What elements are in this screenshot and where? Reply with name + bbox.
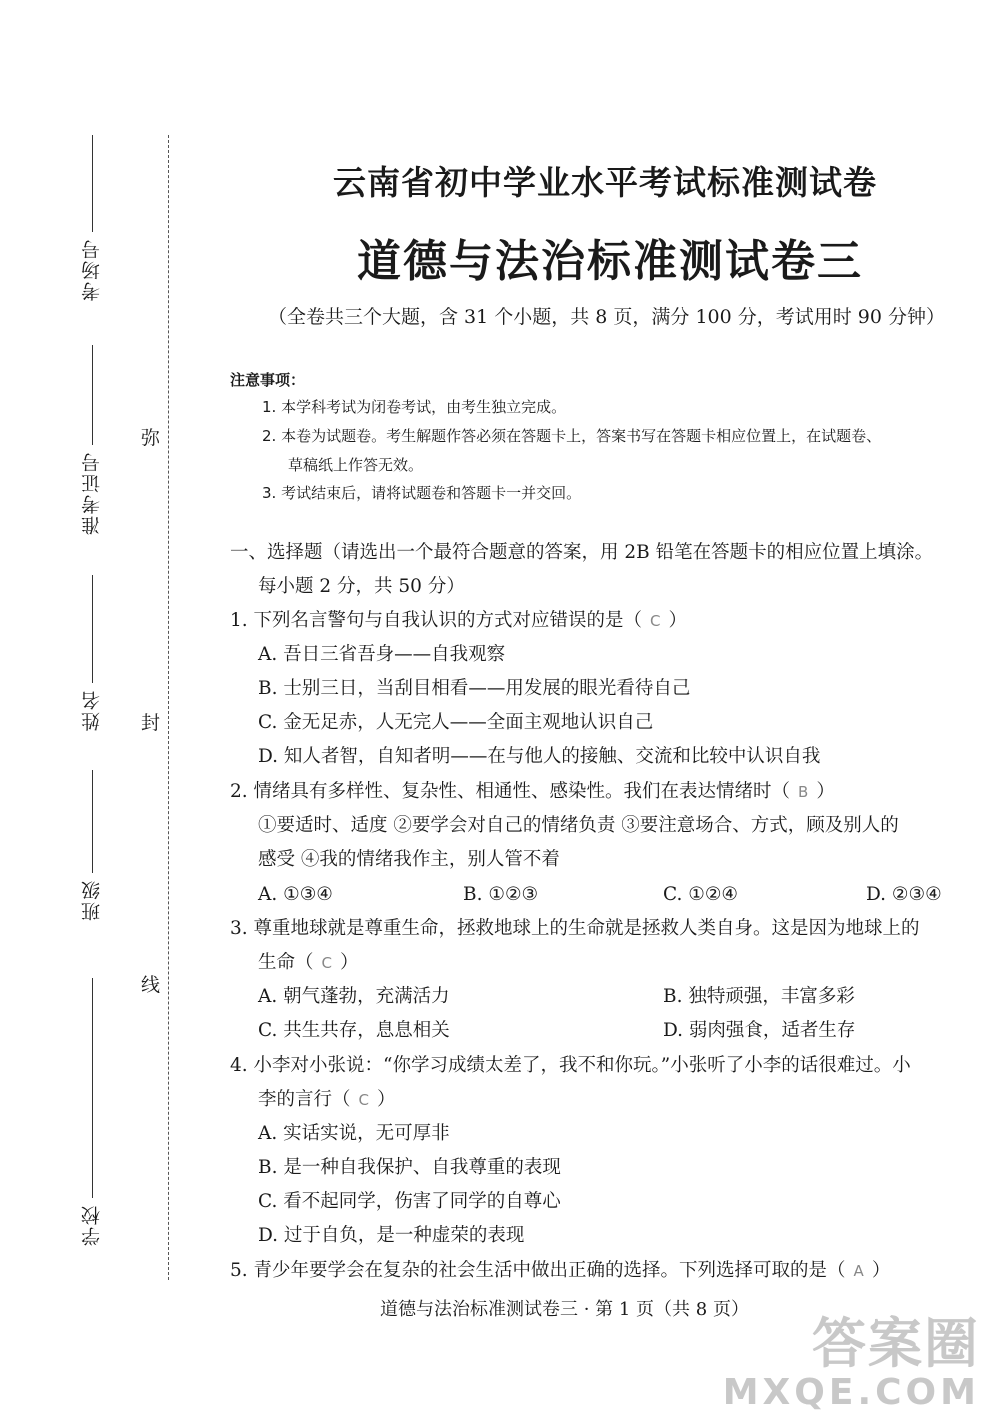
section-heading: 一、选择题（请选出一个最符合题意的答案，用 2B 铅笔在答题卡的相应位置上填涂。 bbox=[230, 542, 934, 563]
q4-option-b: B. 是一种自我保护、自我尊重的表现 bbox=[258, 1157, 561, 1178]
q3-option-c: C. 共生共存，息息相关 bbox=[258, 1020, 450, 1041]
watermark-logo bbox=[722, 1312, 980, 1413]
question-1-stem: 1. 下列名言警句与自我认识的方式对应错误的是（ bbox=[230, 610, 643, 631]
class-field bbox=[78, 770, 106, 921]
question-3-line2: 生命（ C ） bbox=[258, 952, 359, 973]
q4-option-c: C. 看不起同学，伤害了同学的自尊心 bbox=[258, 1191, 561, 1212]
q1-option-b: B. 士别三日，当刮目相看——用发展的眼光看待自己 bbox=[258, 678, 691, 699]
notice-item-2-cont: 草稿纸上作答无效。 bbox=[288, 456, 424, 474]
notice-item-1: 1. 本学科考试为闭卷考试，由考生独立完成。 bbox=[262, 398, 567, 416]
question-2-line2: ①要适时、适度 ②要学会对自己的情绪负责 ③要注意场合、方式，顾及别人的 bbox=[258, 815, 899, 836]
admission-number-blank bbox=[92, 345, 93, 445]
watermark-cn: 答案圈 bbox=[812, 1312, 980, 1375]
q1-option-c: C. 金无足赤，人无完人——全面主观地认识自己 bbox=[258, 712, 654, 733]
q2-option-c: C. ①②④ bbox=[663, 884, 739, 905]
notice-item-3: 3. 考试结束后，请将试题卷和答题卡一并交回。 bbox=[262, 484, 582, 502]
question-2-stem: 2. 情绪具有多样性、复杂性、相通性、感染性。我们在表达情绪时（ bbox=[230, 781, 791, 802]
question-4-answer: C bbox=[358, 1091, 369, 1109]
watermark-en: MXQE.COM bbox=[722, 1372, 980, 1413]
question-4-stem: 4. 小李对小张说：“你学习成绩太差了，我不和你玩。”小张听了小李的话很难过。小 bbox=[230, 1055, 911, 1076]
question-5-stem: 5. 青少年要学会在复杂的社会生活中做出正确的选择。下列选择可取的是（ bbox=[230, 1260, 846, 1281]
question-3-answer: C bbox=[321, 954, 332, 972]
seal-word-mi: 弥 bbox=[141, 427, 161, 449]
admission-number-label: 准考证号 bbox=[81, 451, 103, 535]
q4-option-d: D. 过于自负，是一种虚荣的表现 bbox=[258, 1225, 525, 1246]
class-label: 班级 bbox=[81, 879, 103, 921]
exam-title: 道德与法治标准测试卷三 bbox=[357, 236, 863, 287]
q4-option-a: A. 实话实说，无可厚非 bbox=[258, 1123, 450, 1144]
question-3-stem: 3. 尊重地球就是尊重生命，拯救地球上的生命就是拯救人类自身。这是因为地球上的 bbox=[230, 918, 920, 939]
question-2-answer: B bbox=[798, 783, 809, 801]
exam-series-title: 云南省初中学业水平考试标准测试卷 bbox=[333, 163, 877, 202]
q3-option-b: B. 独特顽强，丰富多彩 bbox=[663, 986, 855, 1007]
q2-option-a: A. ①③④ bbox=[258, 884, 333, 905]
question-2-line3: 感受 ④我的情绪我作主，别人管不着 bbox=[258, 849, 560, 870]
q2-option-d: D. ②③④ bbox=[866, 884, 942, 905]
section-heading-cont: 每小题 2 分，共 50 分） bbox=[258, 576, 465, 597]
exam-room-blank bbox=[92, 135, 93, 232]
school-label: 学校 bbox=[81, 1204, 103, 1246]
seal-word-feng: 封 bbox=[141, 712, 161, 734]
q1-option-d: D. 知人者智，自知者明——在与他人的接触、交流和比较中认识自我 bbox=[258, 746, 821, 767]
name-blank bbox=[92, 575, 93, 683]
class-blank bbox=[92, 770, 93, 873]
exam-room-field bbox=[78, 135, 106, 301]
exam-room-label: 考场号 bbox=[81, 238, 103, 301]
q2-option-b: B. ①②③ bbox=[463, 884, 539, 905]
q3-option-d: D. 弱肉强食，适者生存 bbox=[663, 1020, 856, 1041]
notice-title: 注意事项： bbox=[230, 371, 306, 389]
q1-option-a: A. 吾日三省吾身——自我观察 bbox=[258, 644, 506, 665]
name-label: 姓名 bbox=[81, 689, 103, 731]
question-2: 2. 情绪具有多样性、复杂性、相通性、感染性。我们在表达情绪时（ B ） bbox=[230, 781, 835, 802]
exam-info: （全卷共三个大题，含 31 个小题，共 8 页，满分 100 分，考试用时 90 分钟） bbox=[268, 306, 946, 328]
admission-number-field bbox=[78, 345, 106, 535]
school-blank bbox=[92, 978, 93, 1198]
name-field bbox=[78, 575, 106, 731]
question-4-line2: 李的言行（ C ） bbox=[258, 1089, 396, 1110]
school-field bbox=[78, 978, 106, 1246]
binding-dashed-line bbox=[168, 135, 169, 1280]
q3-option-a: A. 朝气蓬勃，充满活力 bbox=[258, 986, 450, 1007]
question-1: 1. 下列名言警句与自我认识的方式对应错误的是（ C ） bbox=[230, 610, 688, 631]
question-1-answer: C bbox=[650, 612, 661, 630]
seal-word-xian: 线 bbox=[141, 974, 161, 996]
question-5-answer: A bbox=[853, 1262, 864, 1280]
notice-item-2: 2. 本卷为试题卷。考生解题作答必须在答题卡上，答案书写在答题卡相应位置上，在试题卷、 bbox=[262, 427, 882, 445]
question-5: 5. 青少年要学会在复杂的社会生活中做出正确的选择。下列选择可取的是（ A ） bbox=[230, 1260, 891, 1281]
page-footer: 道德与法治标准测试卷三 · 第 1 页（共 8 页） bbox=[380, 1299, 749, 1320]
